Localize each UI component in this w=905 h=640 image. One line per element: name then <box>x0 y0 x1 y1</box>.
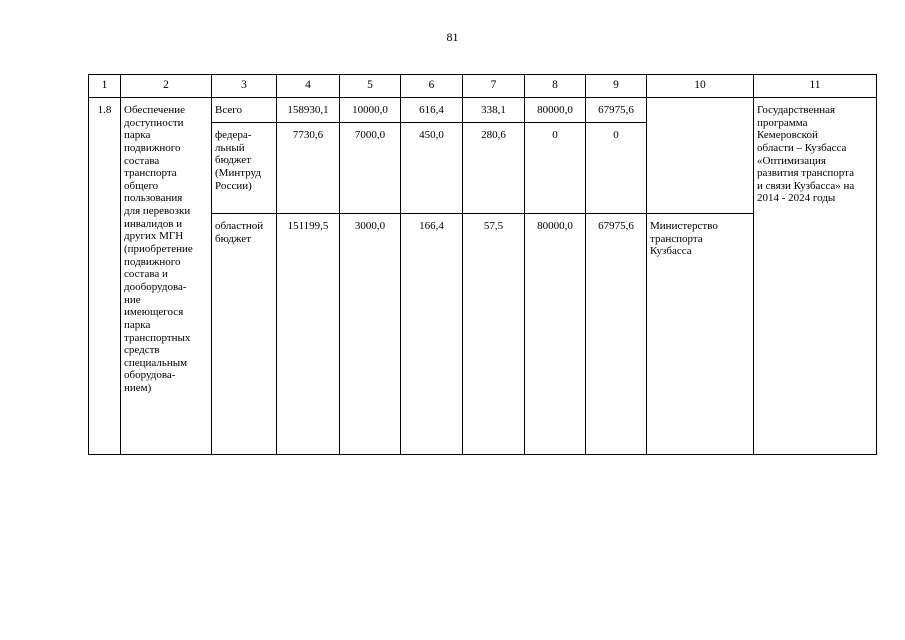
value-cell: 57,5 <box>463 214 525 455</box>
program-line: «Оптимизация <box>757 154 826 167</box>
value-cell: 10000,0 <box>340 98 401 123</box>
description-line: дооборудова- <box>124 280 187 293</box>
column-header: 4 <box>277 75 340 98</box>
value-cell: 158930,1 <box>277 98 340 123</box>
value-cell: 7730,6 <box>277 123 340 214</box>
source-line: бюджет <box>215 154 251 167</box>
program-table <box>88 74 877 455</box>
column-header: 5 <box>340 75 401 98</box>
executor-line: транспорта <box>650 232 703 245</box>
column-header: 2 <box>121 75 212 98</box>
measure-description <box>121 98 212 455</box>
funding-source <box>212 214 277 455</box>
executor-line: Министерство <box>650 220 718 232</box>
source-line: льный <box>215 141 245 154</box>
description-line: Обеспечение <box>124 104 185 116</box>
source-line: Всего <box>215 104 242 116</box>
value-cell: 67975,6 <box>586 214 647 455</box>
executor-line: Кузбасса <box>650 245 692 258</box>
description-line: подвижного <box>124 141 181 154</box>
source-line: России) <box>215 179 252 192</box>
column-header: 11 <box>754 75 877 98</box>
value-cell: 151199,5 <box>277 214 340 455</box>
value-cell: 338,1 <box>463 98 525 123</box>
description-line: транспорта <box>124 167 177 180</box>
page-number: 81 <box>446 30 459 44</box>
funding-source <box>212 98 277 123</box>
value-cell: 80000,0 <box>525 214 586 455</box>
program-line: программа <box>757 116 808 129</box>
column-header: 9 <box>586 75 647 98</box>
column-header: 1 <box>89 75 121 98</box>
description-line: подвижного <box>124 255 181 268</box>
description-line: имеющегося <box>124 306 184 319</box>
description-line: состава и <box>124 268 168 281</box>
executor-cell <box>647 214 754 455</box>
value-cell: 3000,0 <box>340 214 401 455</box>
program-line: и связи Кузбасса» на <box>757 179 855 192</box>
value-cell: 7000,0 <box>340 123 401 214</box>
value-cell: 450,0 <box>401 123 463 214</box>
value-cell: 166,4 <box>401 214 463 455</box>
program-name <box>754 98 877 455</box>
program-line: 2014 - 2024 годы <box>757 192 836 205</box>
value-cell: 67975,6 <box>586 98 647 123</box>
description-line: пользования <box>124 192 183 205</box>
funding-source <box>212 123 277 214</box>
description-line: нием) <box>124 382 152 395</box>
source-line: федера- <box>215 129 252 141</box>
value-cell: 0 <box>525 123 586 214</box>
description-line: средств <box>124 344 160 357</box>
value-cell: 80000,0 <box>525 98 586 123</box>
description-line: общего <box>124 179 159 192</box>
program-line: развития транспорта <box>757 167 854 180</box>
description-line: состава <box>124 154 160 167</box>
value-cell: 280,6 <box>463 123 525 214</box>
source-line: бюджет <box>215 232 251 245</box>
description-line: специальным <box>124 356 188 369</box>
description-line: оборудова- <box>124 369 176 382</box>
program-line: Кемеровской <box>757 129 818 142</box>
column-header: 7 <box>463 75 525 98</box>
source-line: (Минтруд <box>215 166 261 179</box>
column-header: 8 <box>525 75 586 98</box>
description-line: транспортных <box>124 331 191 344</box>
description-line: парка <box>124 318 151 331</box>
table-row <box>89 98 877 123</box>
column-header: 10 <box>647 75 754 98</box>
description-line: инвалидов и <box>124 217 183 230</box>
source-line: областной <box>215 220 264 232</box>
program-line: области – Кузбасса <box>757 141 847 154</box>
value-cell: 0 <box>586 123 647 214</box>
program-line: Государственная <box>757 104 836 116</box>
description-line: ние <box>124 293 141 306</box>
header-row <box>89 75 877 98</box>
description-line: для перевозки <box>124 205 191 218</box>
executor-cell <box>647 98 754 214</box>
description-line: доступности <box>124 116 184 129</box>
column-header: 3 <box>212 75 277 98</box>
value-cell: 616,4 <box>401 98 463 123</box>
column-header: 6 <box>401 75 463 98</box>
row-number: 1.8 <box>89 98 121 455</box>
description-line: других МГН <box>124 230 184 243</box>
description-line: парка <box>124 129 151 142</box>
description-line: (приобретение <box>124 243 193 256</box>
